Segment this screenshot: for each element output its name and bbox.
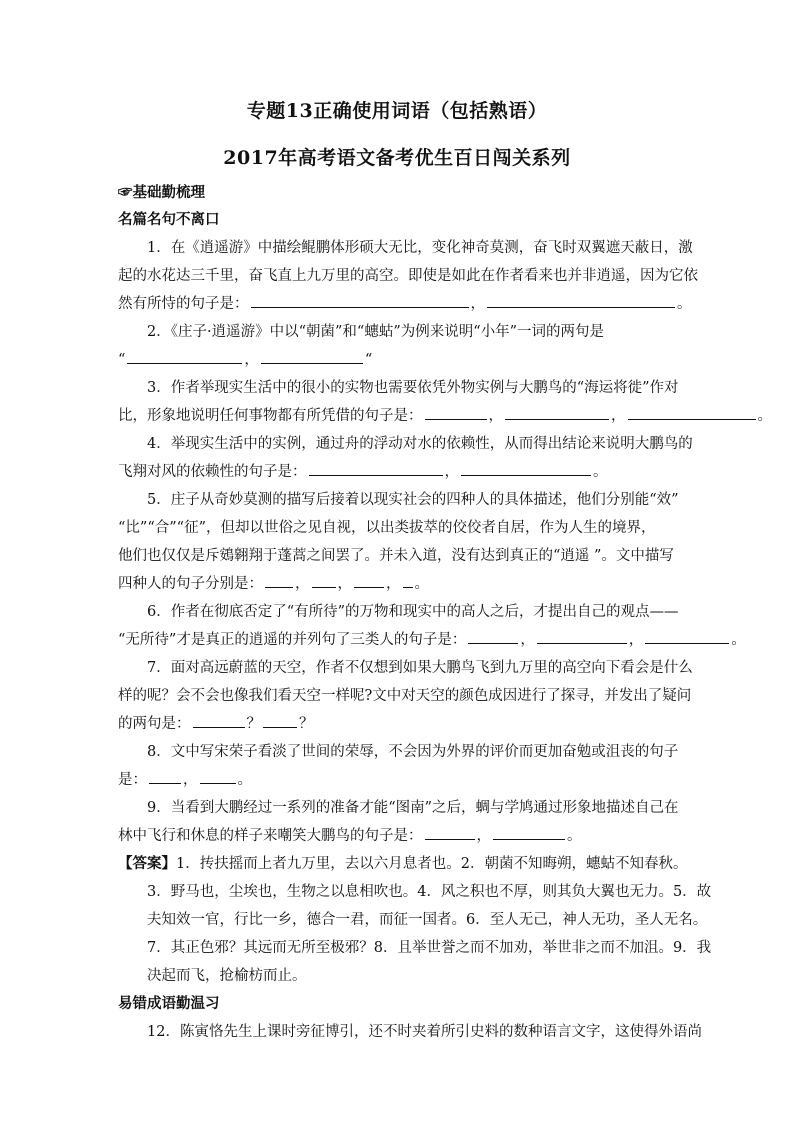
q7-line3-text: 的两句是： [118, 716, 191, 732]
answer-blank[interactable] [628, 407, 756, 420]
answer-label: 【答案】 [118, 855, 176, 872]
q4-line2 [118, 460, 608, 481]
q5-line3: 他们也仅仅是斥鴳翱翔于蓬蒿之间罢了。并未入道，没有达到真正的“逍遥 ”。文中描写 [118, 548, 674, 564]
answer-blank[interactable] [251, 295, 469, 308]
q5-line2: “比”“合”“征”，但却以世俗之见自视，以出类拔萃的佼佼者自居，作为人生的境界， [118, 520, 656, 536]
answer-blank[interactable] [461, 463, 591, 476]
answer-blank[interactable] [468, 631, 518, 644]
q5-sep3: ， [386, 576, 401, 592]
q5-line4-text: 四种人的句子分别是： [118, 576, 263, 592]
answer-blank[interactable] [487, 295, 675, 308]
answer-blank[interactable] [425, 407, 487, 420]
q1-line3-text: 然有所恃的句子是： [118, 296, 249, 312]
q9-sep: ， [476, 828, 491, 844]
q5-sep2: ， [337, 576, 352, 592]
answer-line3: 夫知效一官，行比一乡，德合一君，而征一国者。6．至人无己，神人无功，圣人无名。 [147, 912, 708, 928]
doc-subtitle: 2017年高考语文备考优生百日闯关系列 [223, 147, 571, 169]
answer-blank[interactable] [312, 575, 336, 588]
q7-q1: ？ [246, 716, 261, 732]
answer-blank[interactable] [309, 463, 443, 476]
q6-end: 。 [731, 632, 746, 648]
q8-line2-text: 是： [118, 772, 147, 788]
q9-line2-text: 林中飞行和休息的样子来嘲笑大鹏鸟的句子是： [118, 828, 423, 844]
doc-title: 专题13正确使用词语（包括熟语） [246, 100, 548, 122]
q9-line1: 9．当看到大鹏经过一系列的准备才能“图南”之后，蜩与学鸠通过形象地描述自己在 [147, 800, 679, 816]
answer-blank[interactable] [354, 575, 384, 588]
q3-sep: ， [488, 408, 503, 424]
q2-line2 [118, 348, 372, 369]
q3-end: 。 [757, 408, 772, 424]
answer-blank[interactable] [505, 407, 609, 420]
section-famous: 名篇名句不离口 [118, 211, 220, 228]
q2-sep: ， [244, 352, 259, 368]
q8-sep: ， [183, 772, 198, 788]
q5-end: 。 [414, 576, 429, 592]
q1-sep: ， [470, 296, 485, 312]
q5-sep: ， [295, 576, 310, 592]
answer-blank[interactable] [403, 575, 413, 588]
q1-line3 [118, 292, 692, 313]
answer-blank[interactable] [127, 351, 242, 364]
answer-blank[interactable] [425, 827, 475, 840]
q9-line2 [118, 824, 582, 845]
q4-line1: 4．举现实生活中的实例，通过舟的浮动对水的依赖性，从而得出结论来说明大鹏鸟的 [147, 436, 693, 452]
q7-q2: ？ [299, 716, 314, 732]
q1-end: 。 [677, 296, 692, 312]
q6-line1: 6．作者在彻底否定了“有所待”的万物和现实中的高人之后，才提出自己的观点—— [147, 604, 679, 620]
q8-end: 。 [237, 772, 252, 788]
answer-blank[interactable] [149, 771, 181, 784]
q3-line1: 3．作者举现实生活中的很小的实物也需要依凭外物实例与大鹏鸟的“海运将徙”作对 [147, 380, 679, 396]
answer-blank[interactable] [261, 351, 363, 364]
q7-line3 [118, 712, 314, 733]
answer-line5: 决起而飞，抢榆枋而止。 [147, 968, 307, 984]
q2-close: “ [364, 352, 373, 368]
q4-sep: ， [444, 464, 459, 480]
answer-blank[interactable] [263, 715, 297, 728]
q5-line4 [118, 572, 429, 593]
q12-line1: 12．陈寅恪先生上课时旁征博引，还不时夹着所引史料的数种语言文字，这使得外语尚 [147, 1024, 702, 1040]
q6-sep: ， [520, 632, 535, 648]
q9-end: 。 [567, 828, 582, 844]
answer-line1 [118, 852, 687, 873]
answer-line2: 3．野马也，尘埃也，生物之以息相吹也。4．风之积也不厚，则其负大翼也无力。5．故 [147, 884, 712, 900]
section-idioms: 易错成语勤温习 [118, 995, 220, 1012]
q3-line2 [118, 404, 772, 425]
q4-end: 。 [593, 464, 608, 480]
q7-line1: 7．面对高远蔚蓝的天空，作者不仅想到如果大鹏鸟飞到九万里的高空向下看会是什么 [147, 660, 693, 676]
q8-line2 [118, 768, 252, 789]
q2-open: “ [118, 352, 126, 368]
q1-line2: 起的水花达三千里，奋飞直上九万里的高空。即使是如此在作者看来也并非逍遥，因为它依 [118, 268, 698, 284]
q6-line2-text: “无所待”才是真正的逍遥的并列句了三类人的句子是： [118, 632, 467, 648]
q6-line2 [118, 628, 746, 649]
q3-line2-text: 比，形象地说明任何事物都有所凭借的句子是： [118, 408, 423, 424]
answer-blank[interactable] [200, 771, 236, 784]
answer-text-1: 1．抟扶摇而上者九万里，去以六月息者也。2．朝菌不知晦朔，蟪蛄不知春秋。 [176, 856, 688, 872]
q6-sep2: ， [628, 632, 644, 648]
q2-line1: 2．《庄子·逍遥游》中以“朝菌”和“蟪蛄”为例来说明“小年”一词的两句是 [147, 324, 605, 340]
answer-line4: 7．其正色邪？其远而无所至极邪？8．且举世誉之而不加劝，举世非之而不加沮。9．我 [147, 940, 712, 956]
answer-blank[interactable] [493, 827, 565, 840]
q1-line1: 1．在《逍遥游》中描绘鲲鹏体形硕大无比，变化神奇莫测，奋飞时双翼遮天蔽日，激 [147, 240, 693, 256]
q5-line1: 5．庄子从奇妙莫测的描写后接着以现实社会的四种人的具体描述，他们分别能“效” [147, 492, 679, 508]
q7-line2: 样的呢？会不会也像我们看天空一样呢?文中对天空的颜色成因进行了探寻，并发出了疑问 [118, 688, 692, 704]
q3-sep2: ， [611, 408, 626, 424]
answer-blank[interactable] [193, 715, 245, 728]
section-basic: ☞基础勤梳理 [118, 184, 205, 201]
answer-blank[interactable] [645, 631, 729, 644]
answer-blank[interactable] [537, 631, 627, 644]
q8-line1: 8．文中写宋荣子看淡了世间的荣辱，不会因为外界的评价而更加奋勉或沮丧的句子 [147, 744, 679, 760]
q4-line2-text: 飞翔对风的依赖性的句子是： [118, 464, 307, 480]
answer-blank[interactable] [265, 575, 293, 588]
